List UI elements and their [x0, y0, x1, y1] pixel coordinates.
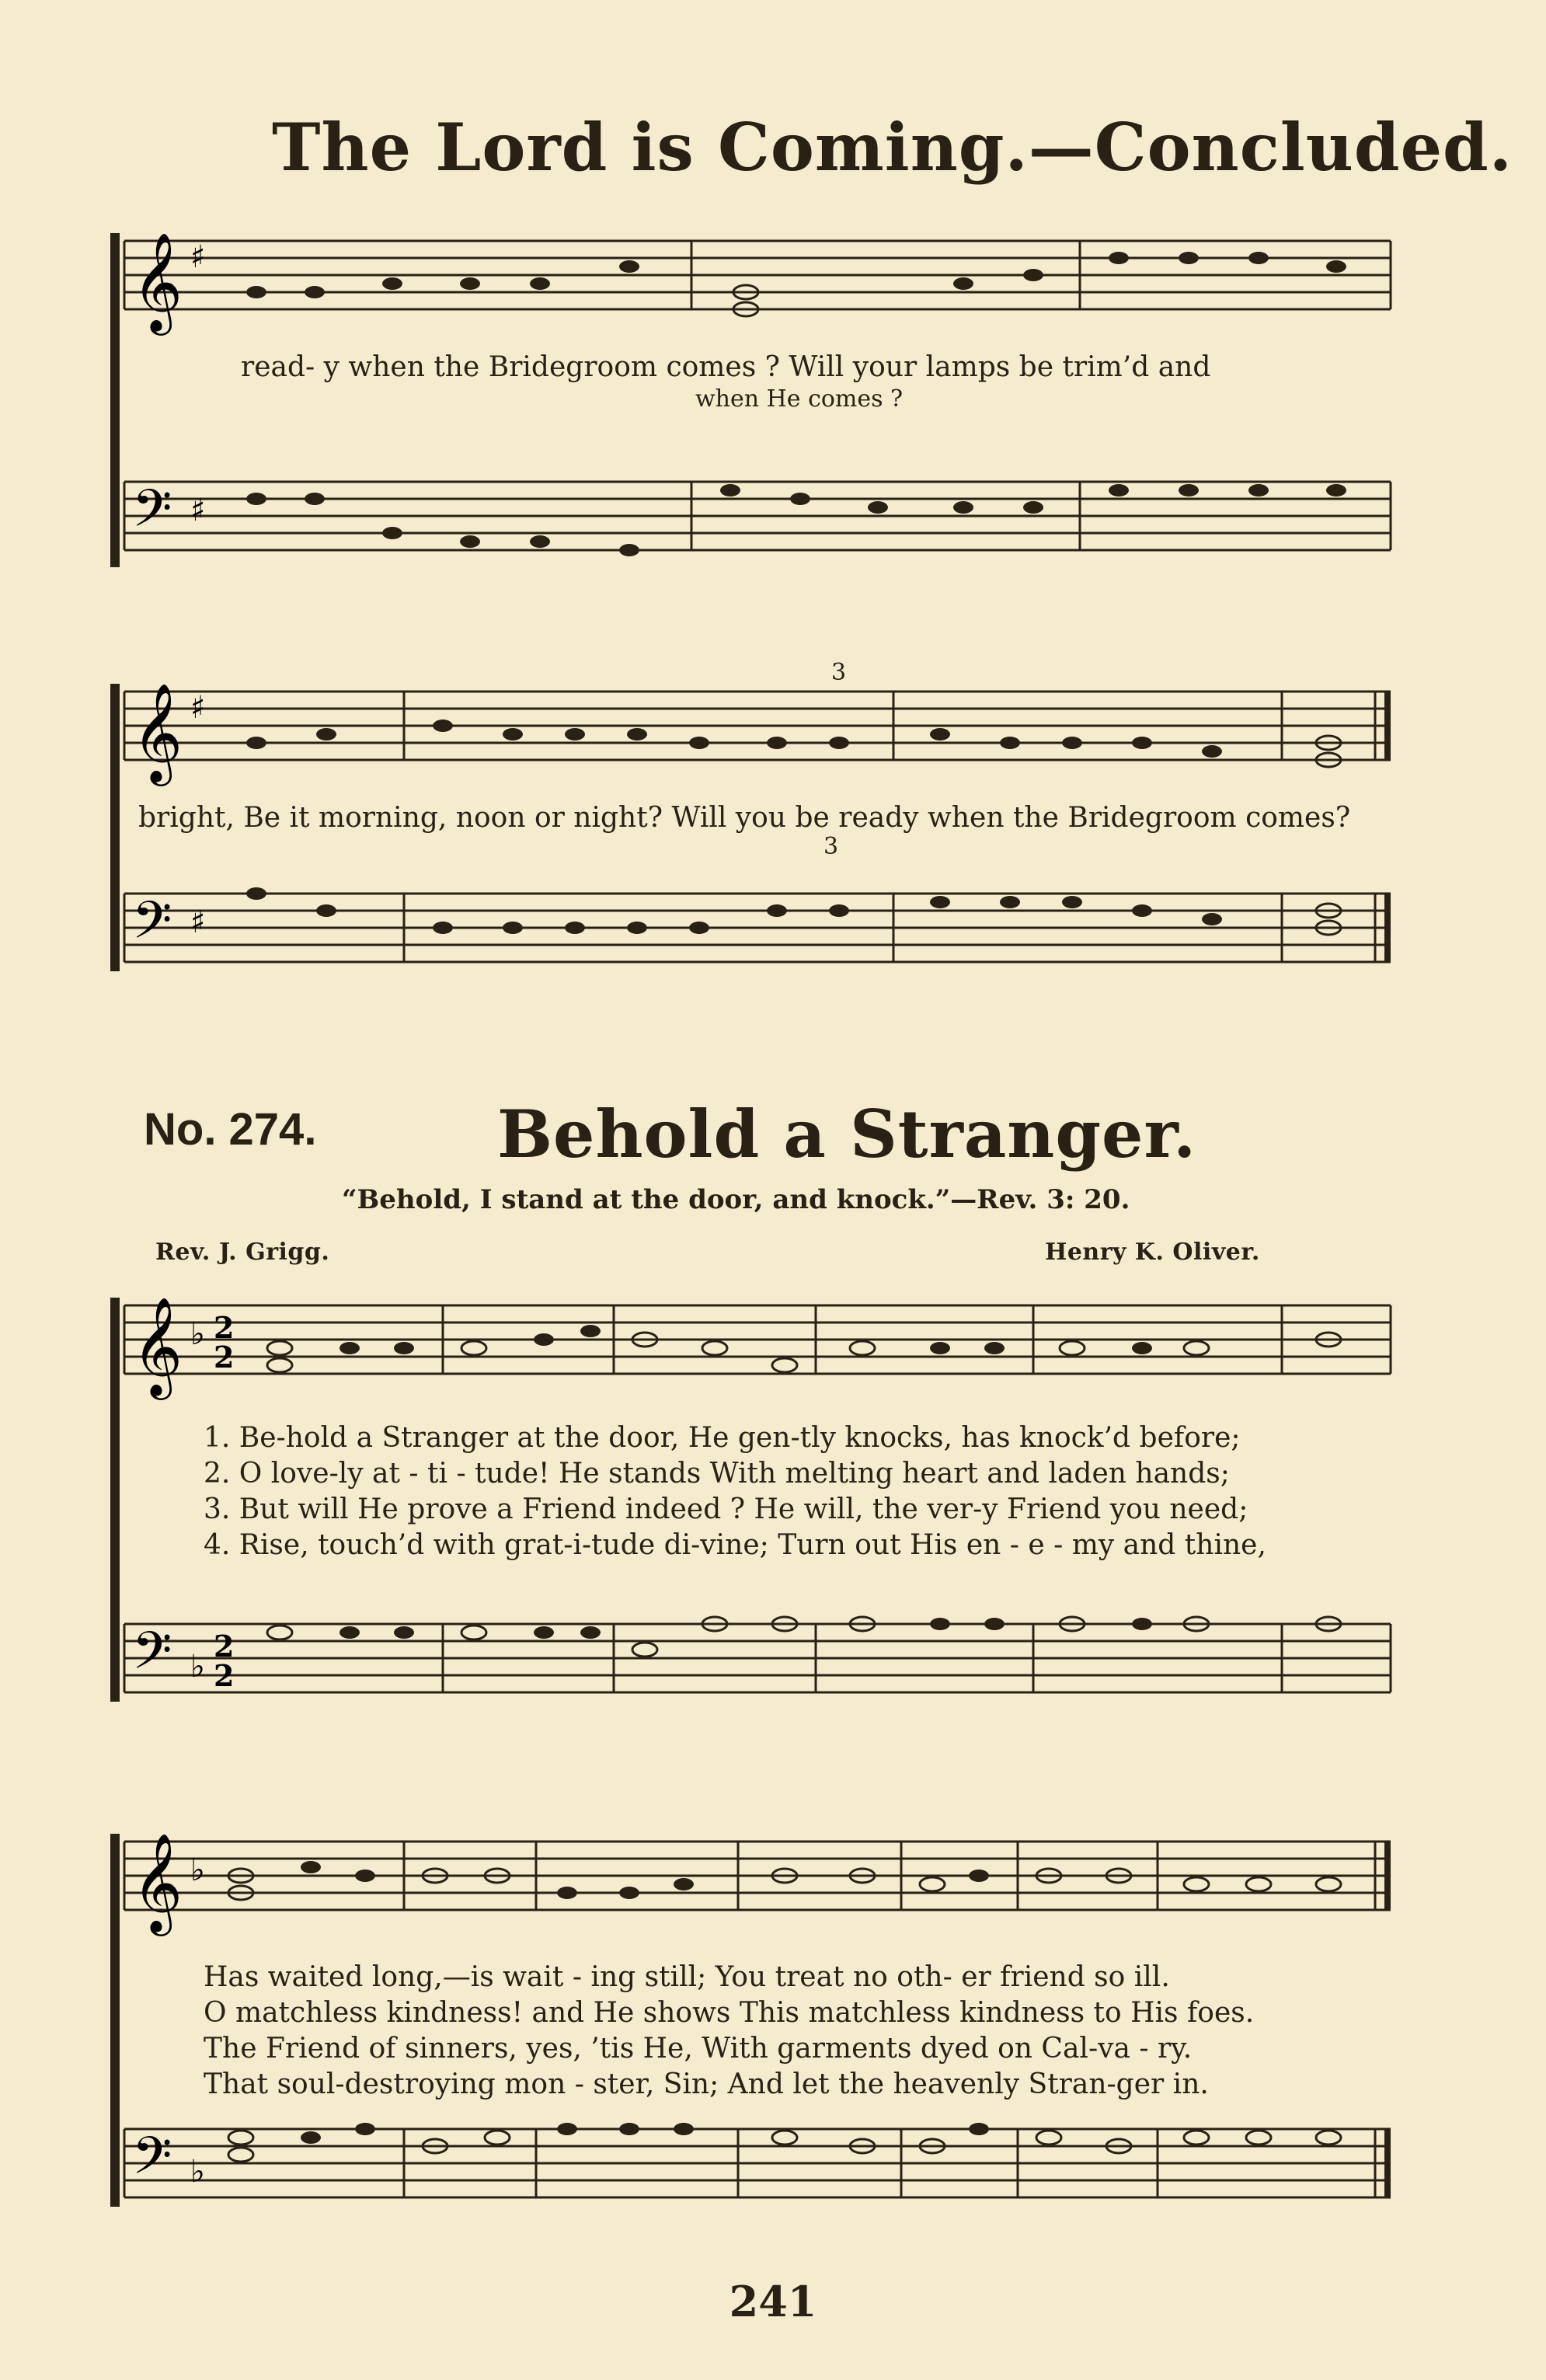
svg-text:𝄢: 𝄢 [132, 2126, 172, 2198]
hymn2-system2-bass-staff [117, 2121, 1391, 2238]
svg-text:𝄞: 𝄞 [132, 682, 183, 782]
svg-text:2: 2 [214, 1310, 235, 1345]
triplet-mark-upper: 3 [831, 659, 847, 686]
svg-text:2: 2 [214, 1629, 235, 1664]
scripture-reference: “Behold, I stand at the door, and knock.”—Rev. 3: 20. [342, 1184, 1130, 1215]
svg-text:♭: ♭ [190, 1316, 205, 1352]
hymn2-system1-brace [110, 1298, 120, 1702]
page-number: 241 [729, 2277, 817, 2326]
hymn1-system2-brace [110, 684, 120, 971]
hymn2-system1-treble-staff [117, 1298, 1391, 1414]
hymn1-system1-lyric: read- y when the Bridegroom comes ? Will your lamps be trim’d and [241, 351, 1211, 383]
verse-4-line-1: 4. Rise, touch’d with grat-i-tude di-vine; Turn out His en - e - my and thine, [204, 1529, 1266, 1561]
svg-text:𝄢: 𝄢 [132, 1621, 172, 1693]
hymn2-system1-bass-staff [117, 1616, 1391, 1733]
svg-text:♭: ♭ [190, 1852, 205, 1888]
hymn2-system2-treble-staff [117, 1834, 1391, 1950]
hymn1-system1-bass-staff [117, 474, 1391, 591]
svg-text:♭: ♭ [190, 1649, 205, 1685]
svg-text:♭: ♭ [190, 2154, 205, 2190]
hymn1-system1-lyric-small: when He comes ? [695, 385, 904, 413]
svg-text:♯: ♯ [190, 690, 206, 726]
triplet-mark-lower: 3 [823, 833, 839, 860]
hymn2-title: Behold a Stranger. [497, 1096, 1197, 1173]
svg-text:2: 2 [214, 1658, 235, 1693]
svg-text:𝄞: 𝄞 [132, 1832, 183, 1932]
verse-4-line-2: That soul-destroying mon - ster, Sin; And let the heavenly Stran-ger in. [204, 2068, 1209, 2100]
svg-text:𝄞: 𝄞 [132, 1296, 183, 1396]
verse-1-line-1: 1. Be-hold a Stranger at the door, He gen-tly knocks, has knock’d before; [204, 1422, 1241, 1454]
svg-text:𝄢: 𝄢 [132, 479, 172, 551]
svg-text:♯: ♯ [190, 239, 206, 275]
hymn1-title: The Lord is Coming.—Concluded. [272, 109, 1513, 186]
verse-3-line-1: 3. But will He prove a Friend indeed ? He will, the ver-y Friend you need; [204, 1493, 1248, 1525]
hymn1-system2-lyric: bright, Be it morning, noon or night? Will you be ready when the Bridegroom comes? [138, 802, 1351, 834]
svg-text:♯: ♯ [190, 904, 206, 940]
svg-text:♯: ♯ [190, 493, 206, 528]
verse-1-line-2: Has waited long,—is wait - ing still; You treat no oth- er friend so ill. [204, 1961, 1170, 1993]
hymn1-system2-bass-staff [117, 886, 1391, 1002]
hymn1-system2-treble-staff [117, 684, 1391, 800]
verse-2-line-1: 2. O love-ly at - ti - tude! He stands With melting heart and laden hands; [204, 1458, 1230, 1490]
svg-text:2: 2 [214, 1340, 235, 1375]
composer-credit: Henry K. Oliver. [1045, 1239, 1260, 1266]
hymn1-system1-brace [110, 233, 120, 567]
hymn2-system2-brace [110, 1834, 120, 2207]
hymn-number: No. 274. [144, 1104, 317, 1155]
svg-text:𝄞: 𝄞 [132, 232, 183, 331]
svg-text:𝄢: 𝄢 [132, 890, 172, 963]
verse-2-line-2: O matchless kindness! and He shows This matchless kindness to His foes. [204, 1997, 1255, 2029]
author-credit: Rev. J. Grigg. [155, 1239, 330, 1266]
verse-3-line-2: The Friend of sinners, yes, ’tis He, With garments dyed on Cal-va - ry. [204, 2033, 1193, 2065]
hymn1-system1-treble-staff [117, 233, 1391, 350]
